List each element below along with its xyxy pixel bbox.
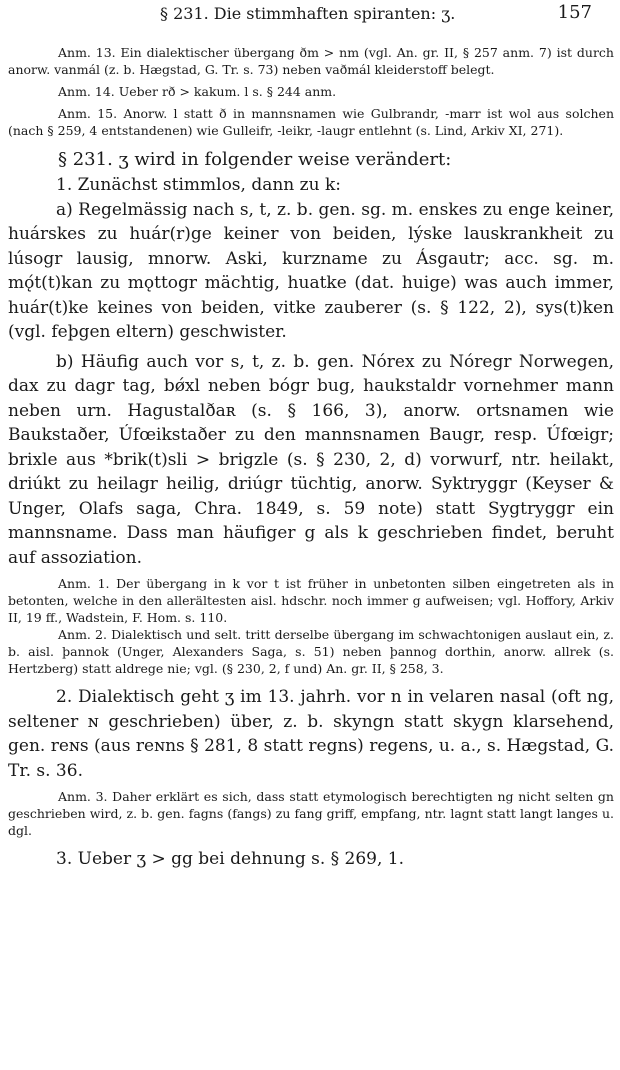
- item-3: 3. Ueber ʒ > gg bei dehnung s. § 269, 1.: [56, 849, 405, 869]
- note-anm-2: Anm. 2. Dialektisch und selt. tritt derselbe übergang im schwachtonigen auslaut ein, z. b. aisl. þannok (Unger, Alexanders Saga, s. 51) neben þannog dorthin, anorw. allrek (s. Hertzberg) statt aldrege nie; vgl. (§ 230, 2, f und) An. gr. II, § 258, 3.: [8, 627, 614, 676]
- running-header: [8, 0, 614, 30]
- note-anm-14: Anm. 14. Ueber rð > kakum. l s. § 244 anm.: [58, 84, 337, 99]
- note-anm-3: Anm. 3. Daher erklärt es sich, dass statt etymologisch berechtigten ng nicht selten gn geschrieben wird, z. b. gen. fagns (fangs) zu fang griff, empfang, ntr. lagnt statt langt langes u. dgl.: [8, 789, 614, 838]
- item-1a: a) Regelmässig nach s, t, z. b. gen. sg. m. enskes zu enge keiner, huárskes zu huár(r)ge keiner von beiden, lýske lauskrankheit zu lúsogr lausig, mnorw. Aski, kurzname zu Ásgautr; acc. sg. m. mǫ́t(t)kan zu mǫttogr mächtig, huatke (dat. huige) was auch immer, huár(t)ke keines von beiden, vitke zauberer (s. § 122, 2), sys(t)ken (vgl. feþgen eltern) geschwister.: [8, 199, 614, 342]
- note-anm-15: Anm. 15. Anorw. l statt ð in mannsnamen wie Gulbrandr, -marr ist wol aus solchen (nach § 259, 4 entstandenen) wie Gulleifr, -leikr, -laugr entlehnt (s. Lind, Arkiv XI, 271).: [8, 106, 614, 138]
- note-anm-1: Anm. 1. Der übergang in k vor t ist früher in unbetonten silben eingetreten als in betonten, welche in den allerältesten aisl. hdschr. noch immer g aufweisen; vgl. Hoffory, Arkiv II, 19 ff., Wadstein, F. Hom. s. 110.: [8, 576, 614, 625]
- item-1b: b) Häufig auch vor s, t, z. b. gen. Nórex zu Nóregr Norwegen, dax zu dagr tag, bǿxl neben bógr bug, haukstaldr vornehmer mann neben urn. Hagustalðaʀ (s. § 166, 3), anorw. ortsnamen wie Baukstaðer, Úfœikstaðer zu den mannsnamen Baugr, resp. Úfœigr; brixle aus *brik(t)sli > brigzle (s. § 230, 2, d) vorwurf, ntr. heilakt, driúkt zu heilagr heilig, driúgr tüchtig, anorw. Syktryggr (Keyser & Unger, Olafs saga, Chra. 1849, s. 59 note) statt Sygtryggr ein mannsname. Dass man häufiger g als k geschrieben findet, beruht auf assoziation.: [8, 351, 614, 568]
- item-2: 2. Dialektisch geht ʒ im 13. jahrh. vor n in velaren nasal (oft ng, seltener ɴ geschrieben) über, z. b. skyngn statt skygn klarsehend, gen. reɴs (aus reɴns § 281, 8 statt regns) regens, u. a., s. Hægstad, G. Tr. s. 36.: [8, 687, 614, 781]
- item-1: 1. Zunächst stimmlos, dann zu k:: [56, 175, 341, 195]
- note-anm-13: Anm. 13. Ein dialektischer übergang ðm > nm (vgl. An. gr. II, § 257 anm. 7) ist durch anorw. vanmál (z. b. Hægstad, G. Tr. s. 73) neben vaðmál kleiderstoff belegt.: [8, 45, 614, 77]
- section-heading: § 231. ʒ wird in folgender weise verändert:: [58, 149, 452, 170]
- header-title: § 231. Die stimmhaften spiranten: ʒ.: [160, 4, 456, 23]
- page-number: 157: [557, 2, 592, 23]
